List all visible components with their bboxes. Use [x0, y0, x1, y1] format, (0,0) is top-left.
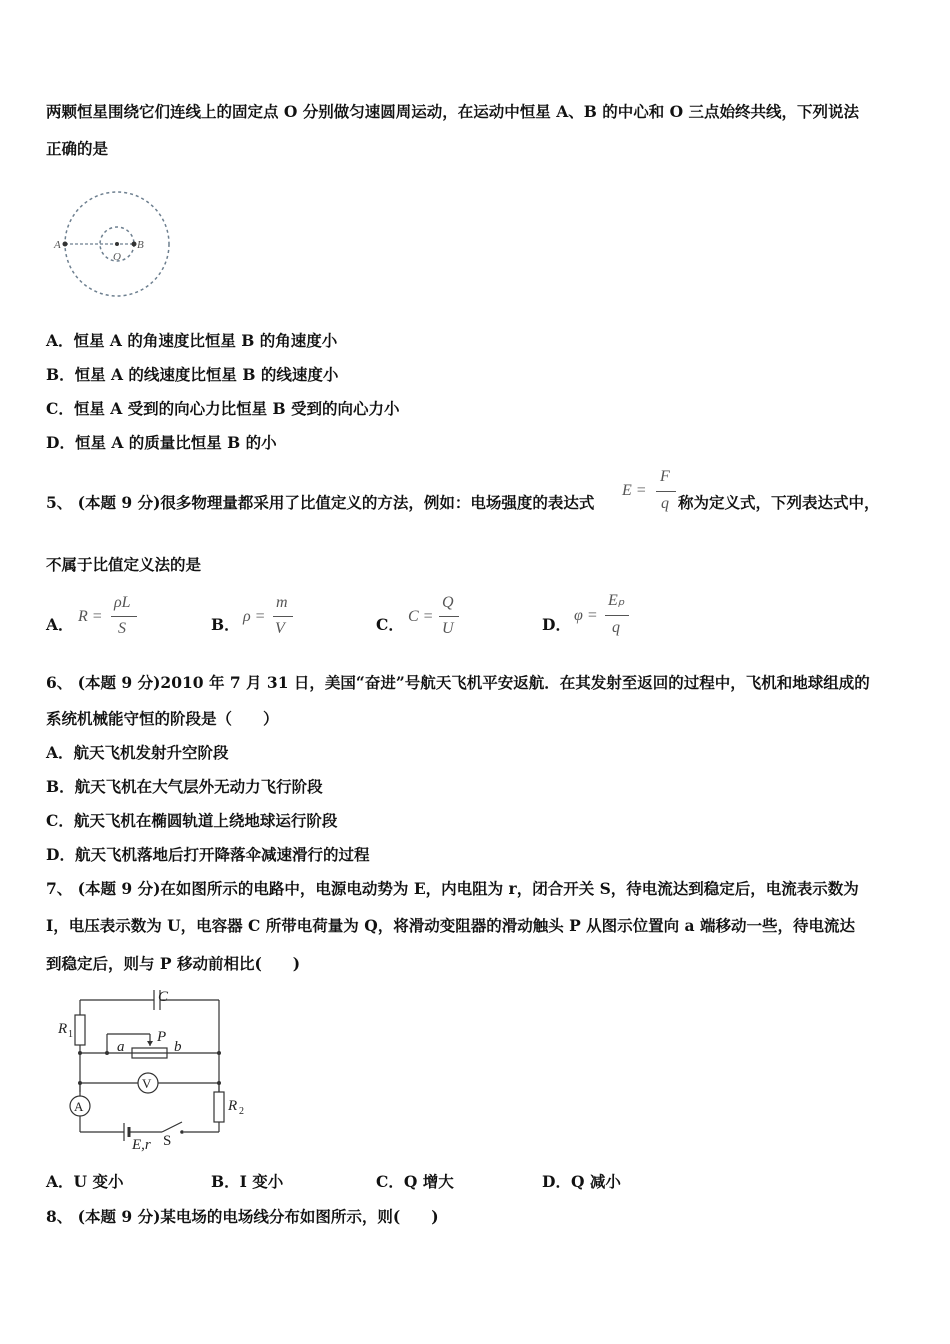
slider-arrow-icon	[147, 1041, 153, 1046]
q6-option-d: D．航天飞机落地后打开降落伞减速滑行的过程	[46, 845, 370, 864]
formula-lhs: φ =	[574, 607, 598, 624]
q4-stem-line2: 正确的是	[46, 139, 109, 158]
r2-label: R	[228, 1098, 238, 1114]
source-label: E,r	[132, 1137, 151, 1152]
q5-option-b-label: B．	[211, 615, 240, 634]
q7-stem-line3: 到稳定后，则与 P 移动前相比( )	[46, 954, 301, 973]
q4-option-d: D．恒星 A 的质量比恒星 B 的小	[46, 433, 277, 452]
r1-subscript: 1	[68, 1029, 73, 1040]
q5-stem-line1a: 5、 (本题 9 分)很多物理量都采用了比值定义的方法，例如：电场强度的表达式	[46, 493, 595, 512]
q5-option-d-label: D．	[542, 615, 571, 634]
junction	[180, 1130, 184, 1134]
formula-den: S	[118, 620, 126, 637]
q6-option-b: B．航天飞机在大气层外无动力飞行阶段	[46, 777, 323, 796]
q5-option-c-formula	[408, 594, 478, 644]
fraction-bar	[439, 616, 459, 617]
capacitor-label: C	[158, 989, 169, 1005]
q5-stem-line1b: 称为定义式，下列表达式中，	[678, 493, 880, 512]
q6-stem-line1: 6、 (本题 9 分)2010 年 7 月 31 日，美国“奋进”号航天飞机平安返航．在其发射至返回的过程中，飞机和地球组成的	[46, 673, 870, 692]
q7-option-d: D．Q 减小	[542, 1172, 621, 1191]
q5-formula-num: F	[660, 468, 670, 485]
q7-stem-line1: 7、 (本题 9 分)在如图所示的电路中，电源电动势为 E，内电阻为 r，闭合开关 S，待电流达到稳定后，电流表示数为	[46, 879, 859, 898]
binary-star-figure	[52, 180, 177, 308]
fraction-bar	[273, 616, 293, 617]
junction	[217, 1081, 221, 1085]
terminal-a-label: a	[117, 1039, 125, 1055]
formula-num: Q	[442, 594, 454, 611]
junction	[78, 1081, 82, 1085]
q6-option-a: A．航天飞机发射升空阶段	[46, 743, 229, 762]
point-o	[115, 242, 119, 246]
label-o: O	[113, 251, 121, 263]
q5-option-c-label: C．	[376, 615, 404, 634]
formula-den: V	[275, 620, 285, 637]
star-a	[63, 242, 68, 247]
formula-num: Eₚ	[608, 592, 625, 609]
junction	[105, 1051, 109, 1055]
q7-stem-line2: I，电压表示数为 U，电容器 C 所带电荷量为 Q，将滑动变阻器的滑动触头 P 从图示位置向 a 端移动一些，待电流达	[46, 916, 855, 935]
q7-option-a: A．U 变小	[46, 1172, 124, 1191]
q7-option-b: B．I 变小	[211, 1172, 284, 1191]
formula-lhs: R =	[78, 608, 103, 625]
q5-stem-line2: 不属于比值定义法的是	[46, 555, 202, 574]
q5-formula-lhs: E =	[622, 482, 647, 499]
q5-formula-e	[622, 468, 682, 520]
q6-option-c: C．航天飞机在椭圆轨道上绕地球运行阶段	[46, 811, 338, 830]
q5-option-a-formula	[78, 594, 148, 644]
q5-formula-den: q	[661, 495, 669, 512]
fraction-bar	[605, 615, 629, 616]
r1-label: R	[58, 1021, 68, 1037]
q4-option-c: C．恒星 A 受到的向心力比恒星 B 受到的向心力小	[46, 399, 400, 418]
fraction-bar	[111, 616, 137, 617]
star-b	[132, 242, 137, 247]
terminal-b-label: b	[174, 1039, 182, 1055]
ammeter-label: A	[74, 1099, 84, 1114]
formula-den: U	[442, 620, 454, 637]
q4-option-a: A．恒星 A 的角速度比恒星 B 的角速度小	[46, 331, 338, 350]
formula-lhs: C =	[408, 608, 434, 625]
q5-option-a-label: A．	[46, 615, 74, 634]
junction	[78, 1051, 82, 1055]
slider-p-label: P	[157, 1029, 167, 1045]
q4-option-b: B．恒星 A 的线速度比恒星 B 的线速度小	[46, 365, 339, 384]
r2-subscript: 2	[239, 1106, 244, 1117]
formula-lhs: ρ =	[243, 608, 266, 625]
junction	[217, 1051, 221, 1055]
formula-num: m	[276, 594, 288, 611]
q6-stem-line2: 系统机械能守恒的阶段是（ ）	[46, 709, 279, 728]
formula-num: ρL	[114, 594, 131, 611]
voltmeter-label: V	[142, 1076, 152, 1091]
q5-option-d-formula	[574, 590, 644, 644]
q7-option-c: C．Q 增大	[376, 1172, 454, 1191]
circuit-diagram	[52, 982, 252, 1152]
q4-stem-line1: 两颗恒星围绕它们连线上的固定点 O 分别做匀速圆周运动，在运动中恒星 A、B 的中心和 O 三点始终共线，下列说法	[46, 102, 860, 121]
label-b: B	[137, 239, 144, 251]
switch-label: S	[163, 1133, 172, 1149]
q8-stem-line1: 8、 (本题 9 分)某电场的电场线分布如图所示，则( )	[46, 1207, 439, 1226]
formula-den: q	[612, 619, 620, 636]
fraction-bar	[656, 491, 676, 492]
q5-option-b-formula	[243, 594, 313, 644]
label-a: A	[54, 239, 61, 251]
